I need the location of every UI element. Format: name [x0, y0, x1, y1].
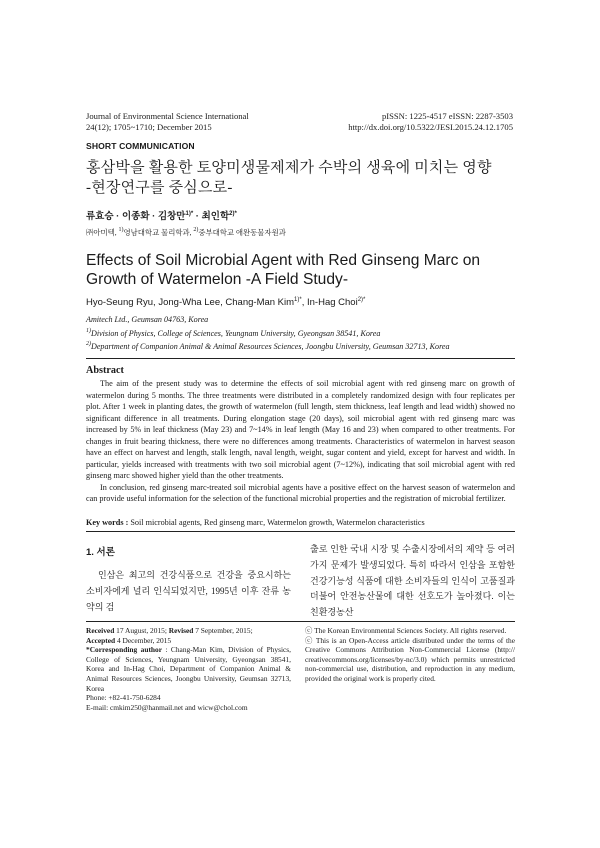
korean-aff-2: 영남대학교 물리학과,	[123, 228, 194, 237]
accepted-label: Accepted	[86, 635, 116, 645]
english-title: Effects of Soil Microbial Agent with Red Ginseng Marc on Growth of Watermelon -A Field Study-	[86, 252, 481, 288]
abstract-paragraph-2: In conclusion, red ginseng marc-treated soil microbial agents have a positive effect on the harvest season of watermelon and can provide useful information for the selection of the functional microbial properties and the registration of microbial fertilizer.	[86, 482, 515, 503]
aff-superscript: 2)	[193, 227, 199, 233]
journal-name: Journal of Environmental Science International	[86, 111, 249, 121]
revised-label: Revised	[168, 626, 194, 635]
affiliation-2	[86, 341, 526, 352]
english-author-names: Hyo-Seung Ryu, Jong-Wha Lee, Chang-Man Kim	[86, 297, 295, 308]
korean-aff-3: 중부대학교 애완동물자원과	[198, 228, 286, 237]
dates-line	[86, 626, 291, 636]
journal-identifiers	[348, 111, 513, 133]
issn: pISSN: 1225-4517 eISSN: 2287-3503	[381, 111, 513, 121]
footnote-left	[86, 626, 291, 712]
divider	[86, 531, 515, 532]
affiliation-1	[86, 328, 526, 339]
journal-volume: 24(12); 1705~1710; December 2015	[86, 122, 212, 132]
affiliation-2-text: Department of Companion Animal & Animal Resources Sciences, Joongbu University, Geumsan 32713, Korea	[91, 342, 450, 351]
abstract-paragraph-1: The aim of the present study was to determine the effects of soil microbial agent with red ginseng marc on growth of watermelon during 5 months. The three treatments were distributed in a completely randomized design with four replicates per plot. After 1 week in planting dates, the growth of watermelon (full length, stem thickness, leaf length and lead width) showed no significant difference in all treatments. During elongation stage (20 days), soil microbial agent with red ginseng marc was increased by 5% in leaf thickness (May 23) and 7~14% in leaf length (May 16 and 23) when compared to other treatments. For changes in fruit bearing thickness, there were no differences among treatments. Characteristics of watermelon in harvest season have an effect on harvest and length, stalk length, naval length, weight, sugar content and yield, except for harvest and width. In particular, yields increased with treatments with two soil microbial agent (7~12%), indicating that soil microbial agent with red ginseng marc showed higher yield than the other treatments.	[86, 379, 515, 480]
corresponding-author-label: Corresponding author	[89, 645, 162, 655]
revised-date: 7 September, 2015;	[193, 626, 253, 635]
accepted-line	[86, 636, 291, 646]
introduction-paragraph-start: 인삼은 최고의 건강식품으로 건강을 중요시하는 소비자에게 널리 인식되었지만, 1995년 이후 잔류 농약의 검	[86, 570, 291, 612]
accepted-date: 4 December, 2015	[115, 635, 172, 645]
phone: Phone: +82-41-750-6284	[86, 693, 161, 703]
footnote-right	[305, 626, 515, 684]
corresponding-author-text: : Chang-Man Kim, Division of Physics, College of Sciences, Yeungnam University, Gyeongsan 38541, Korea and In-Hag Choi, Department of Companion Animal & Animal Resources Sciences, Joongbu University, Geumsan 32713, Korea	[86, 645, 292, 693]
affiliation-0: Amitech Ltd., Geumsan 04763, Korea	[86, 315, 209, 324]
license-notice: ⓒ This is an Open-Access article distributed under the terms of the Creative Commons Attribution Non-Commercial License (http:// creativecommons.org/licenses/by-nc/3.0) which permits unrestricted non-commercial use, distribution, and reproduction in any medium, provided the original work is properly cited.	[305, 635, 515, 683]
introduction-paragraph-continued: 출로 인한 국내 시장 및 수출시장에서의 제약 등 여러가지 문제가 발생되었다. 특히 따라서 인삼을 포함한 건강기능성 식품에 대한 소비자들의 인식이 고품질과 더불어 안전농산물에 대한 선호도가 높아졌다. 이는 친환경농산	[310, 544, 515, 618]
author-superscript: 1)*	[294, 297, 302, 303]
aff-superscript: 2)	[86, 341, 91, 347]
section-heading-introduction: 1. 서론	[86, 547, 115, 558]
divider	[86, 358, 515, 359]
email[interactable]: E-mail: cmkim250@hanmail.net and wicw@chol.com	[86, 702, 248, 712]
corresponding-author	[86, 645, 291, 693]
korean-title-line1: 홍삼박을 활용한 토양미생물제제가 수박의 생육에 미치는 영향	[86, 160, 492, 176]
author-superscript: 2)*	[357, 297, 366, 303]
keywords-label: Key words :	[86, 518, 131, 527]
korean-author-names-2: · 최인학	[193, 211, 230, 222]
article-type: SHORT COMMUNICATION	[86, 141, 195, 151]
author-superscript: 2)*	[229, 211, 237, 217]
korean-title-line2: -현장연구를 중심으로-	[86, 180, 233, 196]
keywords	[86, 518, 515, 527]
korean-author-names: 류효승 · 이종화 · 김창만	[86, 211, 186, 222]
korean-aff-1: ㈜아미텍,	[86, 228, 119, 237]
english-author-names-2: , In-Hag Choi	[301, 297, 358, 308]
body-column-right	[310, 542, 515, 621]
received-label: Received	[86, 626, 115, 635]
korean-affiliations	[86, 227, 286, 238]
english-authors	[86, 297, 365, 308]
body-column-left	[86, 568, 291, 615]
affiliation-1-text: Division of Physics, College of Sciences, Yeungnam University, Gyeongsan 38541, Korea	[91, 329, 381, 338]
korean-authors	[86, 208, 237, 222]
korean-title	[86, 158, 526, 198]
aff-superscript: 1)	[118, 227, 124, 233]
received-date: 17 August, 2015;	[114, 626, 169, 635]
journal-info	[86, 111, 249, 133]
footnote-divider	[86, 621, 515, 622]
copyright-notice: ⓒ The Korean Environmental Sciences Society. All rights reserved.	[305, 626, 507, 635]
keywords-text: Soil microbial agents, Red ginseng marc, Watermelon growth, Watermelon characteristics	[130, 518, 425, 527]
abstract-heading: Abstract	[86, 365, 124, 376]
author-superscript: 1)*	[185, 211, 194, 217]
aff-superscript: 1)	[86, 328, 91, 334]
asterisk: *	[86, 645, 90, 655]
abstract-body	[86, 378, 515, 505]
doi-link[interactable]: http://dx.doi.org/10.5322/JESI.2015.24.12.1705	[348, 122, 513, 132]
